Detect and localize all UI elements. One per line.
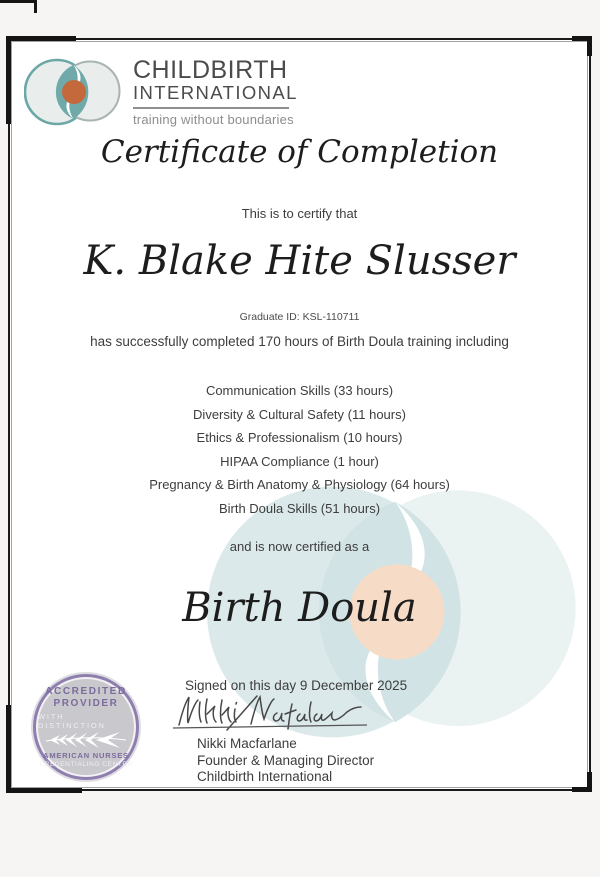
frame-corner-bottom-right bbox=[572, 772, 592, 792]
badge-provider-label: PROVIDER bbox=[53, 698, 119, 709]
signatory-name: Nikki Macfarlane bbox=[197, 736, 297, 751]
badge-ancc-name: AMERICAN NURSES bbox=[43, 751, 129, 760]
badge-distinction-label: WITH DISTINCTION bbox=[38, 712, 106, 730]
badge-accredited-label: ACCREDITED bbox=[45, 686, 127, 697]
certificate-frame bbox=[8, 38, 591, 791]
certify-intro: This is to certify that bbox=[241, 206, 358, 221]
brand-name-line2: INTERNATIONAL bbox=[133, 82, 298, 103]
brand-text bbox=[133, 58, 298, 127]
signatory-title: Founder & Managing Director bbox=[197, 752, 375, 768]
signed-date-line: Signed on this day 9 December 2025 bbox=[185, 678, 408, 693]
frame-corner-bottom-left bbox=[6, 705, 82, 793]
certification-name: Birth Doula bbox=[182, 585, 417, 631]
certified-as-label: and is now certified as a bbox=[229, 539, 370, 554]
graduate-id: Graduate ID: KSL-110711 bbox=[239, 311, 360, 323]
course-item: Birth Doula Skills (51 hours) bbox=[218, 500, 381, 516]
brand-divider bbox=[133, 107, 289, 109]
signature-block bbox=[185, 678, 407, 786]
completion-summary: has successfully completed 170 hours of Birth Doula training including bbox=[90, 334, 509, 349]
clipped-border-mark bbox=[0, 0, 37, 13]
frame-corner-top-right bbox=[572, 36, 592, 56]
frame-corner-top-left bbox=[6, 36, 76, 124]
handwritten-signature-icon bbox=[171, 694, 381, 736]
course-item: Ethics & Professionalism (10 hours) bbox=[196, 430, 403, 445]
course-list bbox=[10, 379, 589, 520]
certificate-title: Certificate of Completion bbox=[100, 134, 499, 170]
brand-tagline: training without boundaries bbox=[133, 112, 294, 128]
course-item: Communication Skills (33 hours) bbox=[205, 383, 394, 398]
signatory-info bbox=[197, 736, 407, 786]
course-item: Pregnancy & Birth Anatomy & Physiology (64 hours) bbox=[149, 477, 450, 492]
brand-name-line1: CHILDBIRTH bbox=[133, 56, 288, 84]
recipient-name: K. Blake Hite Slusser bbox=[83, 238, 516, 284]
course-item: HIPAA Compliance (1 hour) bbox=[220, 453, 379, 469]
course-item: Diversity & Cultural Safety (11 hours) bbox=[193, 406, 406, 422]
badge-ancc-subname: CREDENTIALING CENTER bbox=[39, 761, 133, 768]
signatory-org: Childbirth International bbox=[197, 769, 333, 784]
